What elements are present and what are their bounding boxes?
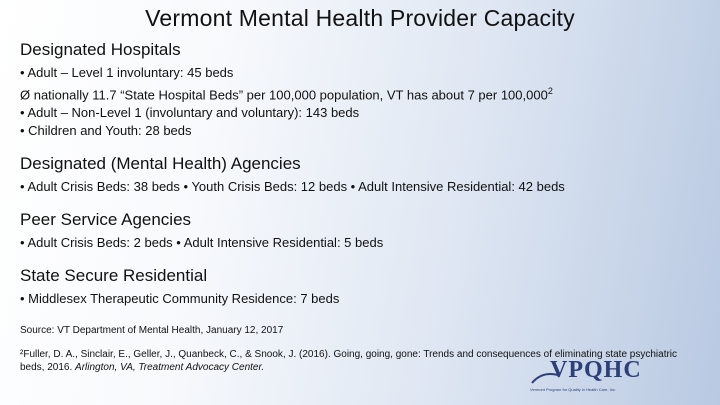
footnote-marker: ² <box>20 349 24 360</box>
list-item: • Adult Crisis Beds: 38 beds • Youth Crisis Beds: 12 beds • Adult Intensive Residential: 42 beds <box>20 179 565 194</box>
section-heading: Designated Hospitals <box>20 40 181 59</box>
list-item: • Middlesex Therapeutic Community Residence: 7 beds <box>20 291 340 306</box>
list-item-text: Ø nationally 11.7 “State Hospital Beds” per 100,000 population, VT has about 7 per 100,000 <box>20 87 548 103</box>
section-state-secure-residential <box>20 266 339 308</box>
section-designated-agencies <box>20 154 565 196</box>
footnote-marker: 2 <box>547 86 553 96</box>
logo-name: VPQHC <box>550 357 642 383</box>
section-designated-hospitals <box>20 40 553 140</box>
vpqhc-logo <box>530 357 655 393</box>
list-item: • Adult – Level 1 involuntary: 45 beds <box>20 65 234 80</box>
footnote-italic: Arlington, VA, Treatment Advocacy Center. <box>75 362 265 373</box>
logo-tagline: Vermont Program for Quality in Health Care, Inc. <box>530 387 617 392</box>
section-heading: Peer Service Agencies <box>20 210 192 229</box>
list-item: • Adult – Non-Level 1 (involuntary and voluntary): 143 beds <box>20 105 360 121</box>
list-item-with-footnote <box>20 82 553 104</box>
section-heading: State Secure Residential <box>20 266 208 285</box>
page-title: Vermont Mental Health Provider Capacity <box>145 5 575 31</box>
section-peer-service-agencies <box>20 210 383 252</box>
section-heading: Designated (Mental Health) Agencies <box>20 154 301 173</box>
source-citation: Source: VT Department of Mental Health, January 12, 2017 <box>20 325 284 336</box>
list-item: • Children and Youth: 28 beds <box>20 123 192 139</box>
footnote-text: Fuller, D. A., Sinclair, E., Geller, J., Quanbeck, C., & Snook, J. (2016). Going, going, gone: Trends and consequences of eliminating state psychiatric beds, 2016. <box>20 349 678 373</box>
list-item: • Adult Crisis Beds: 2 beds • Adult Intensive Residential: 5 beds <box>20 235 384 250</box>
